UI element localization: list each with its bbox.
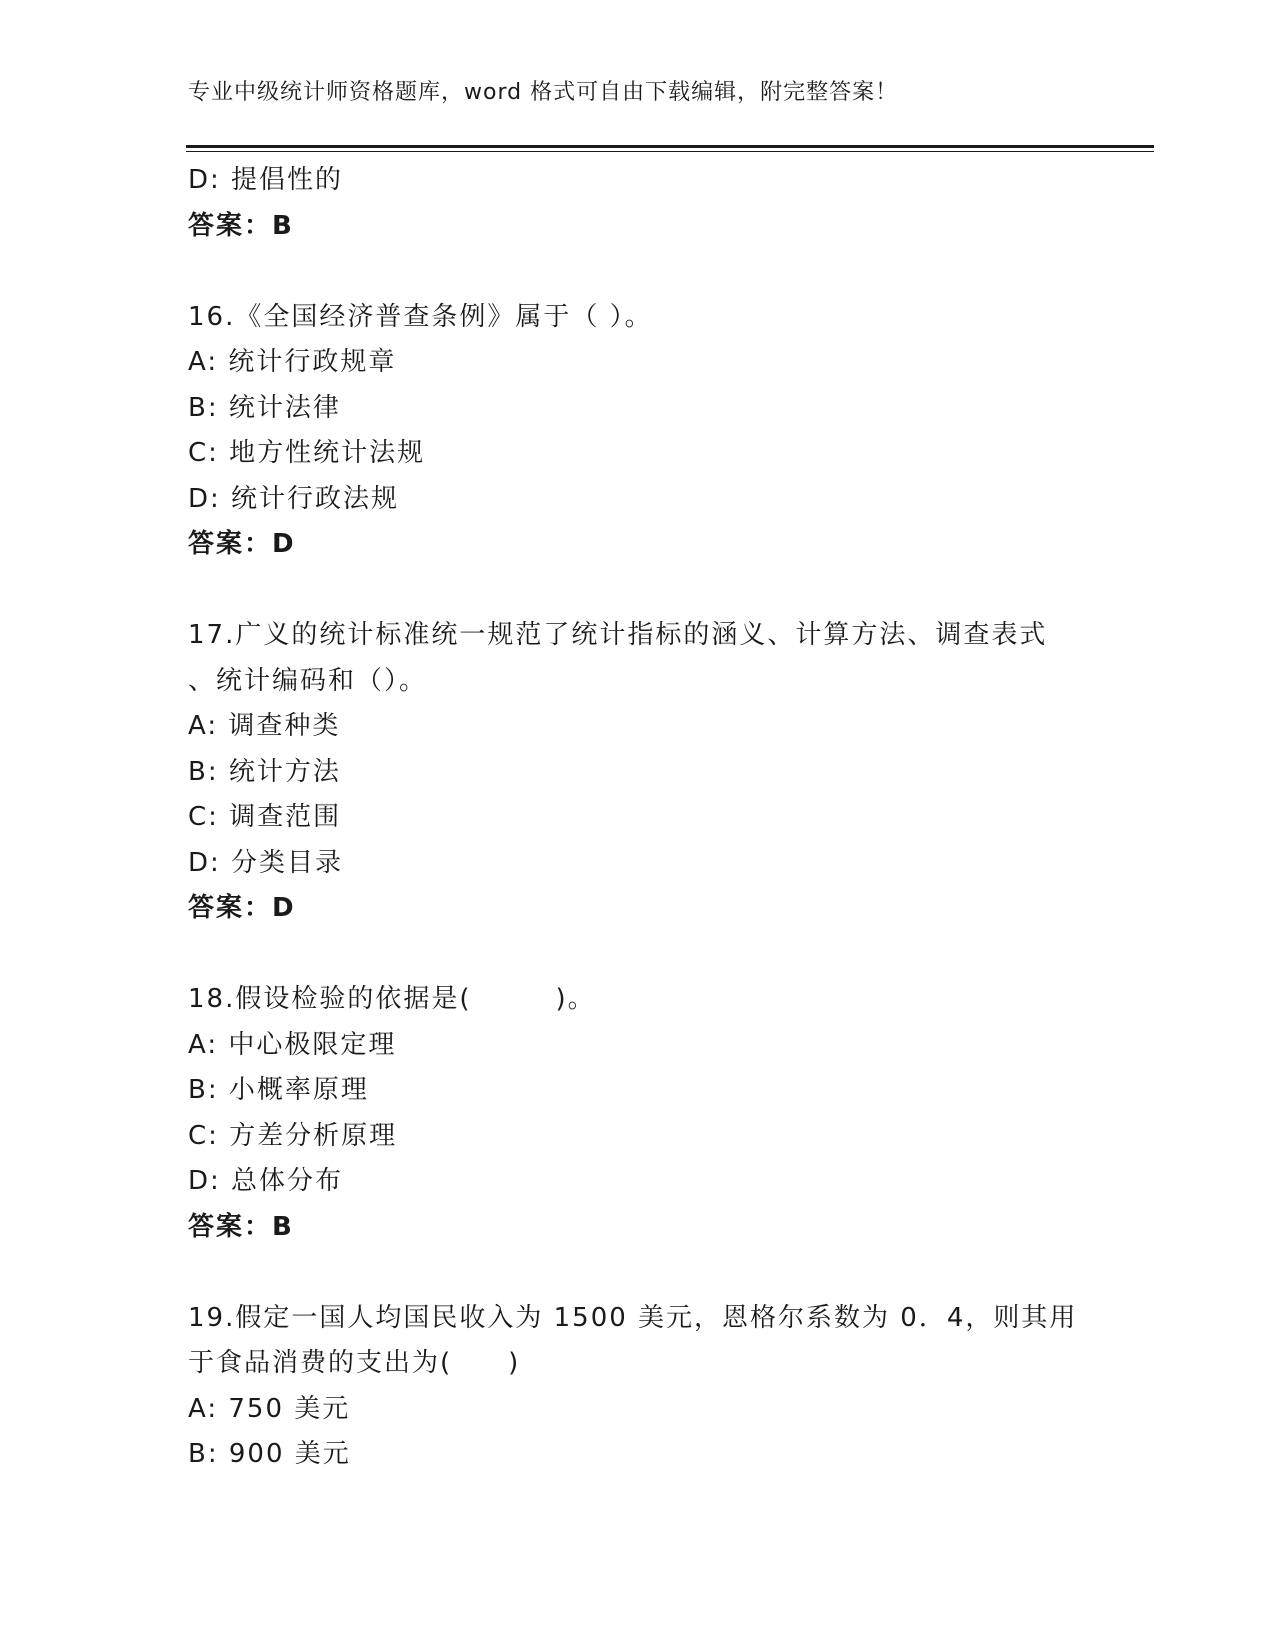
question-stem: 16.《全国经济普查条例》属于（ ）。 (188, 301, 653, 332)
spacer (188, 1250, 1088, 1296)
question-stem-continued: 于食品消费的支出为( ) (188, 1348, 521, 1378)
question-stem-continued: 、统计编码和（）。 (188, 665, 428, 696)
question-stem: 18.假设检验的依据是( )。 (188, 984, 596, 1014)
option-b: B: 900 美元 (188, 1439, 351, 1469)
answer: 答案：D (188, 529, 296, 559)
answer: 答案：B (188, 1211, 294, 1242)
answer: 答案：D (188, 893, 296, 923)
option-a: A: 中心极限定理 (188, 1029, 397, 1060)
page-header: 专业中级统计师资格题库，word 格式可自由下载编辑，附完整答案！ (188, 80, 899, 105)
option-d: D: 分类目录 (188, 847, 344, 878)
option-d: D: 总体分布 (188, 1166, 344, 1196)
option-d: D: 统计行政法规 (188, 483, 400, 514)
option-b: B: 小概率原理 (188, 1075, 369, 1105)
option-b: B: 统计法律 (188, 392, 341, 423)
header-divider-thick (186, 145, 1154, 148)
question-stem: 17.广义的统计标准统一规范了统计指标的涵义、计算方法、调查表式 (188, 620, 1048, 650)
option-a: A: 统计行政规章 (188, 347, 397, 377)
spacer (188, 932, 1088, 978)
option-b: B: 统计方法 (188, 756, 341, 787)
option-d: D: 提倡性的 (188, 165, 344, 195)
option-a: A: 750 美元 (188, 1393, 351, 1424)
option-c: C: 地方性统计法规 (188, 438, 426, 468)
question-stem: 19.假定一国人均国民收入为 1500 美元，恩格尔系数为 0．4，则其用 (188, 1302, 1078, 1333)
option-c: C: 方差分析原理 (188, 1120, 398, 1151)
option-a: A: 调查种类 (188, 711, 341, 741)
header-divider-thin (186, 151, 1154, 152)
spacer (188, 249, 1088, 295)
option-c: C: 调查范围 (188, 802, 342, 832)
answer: 答案：B (188, 210, 294, 241)
spacer (188, 568, 1088, 614)
question-list (188, 158, 1088, 1478)
